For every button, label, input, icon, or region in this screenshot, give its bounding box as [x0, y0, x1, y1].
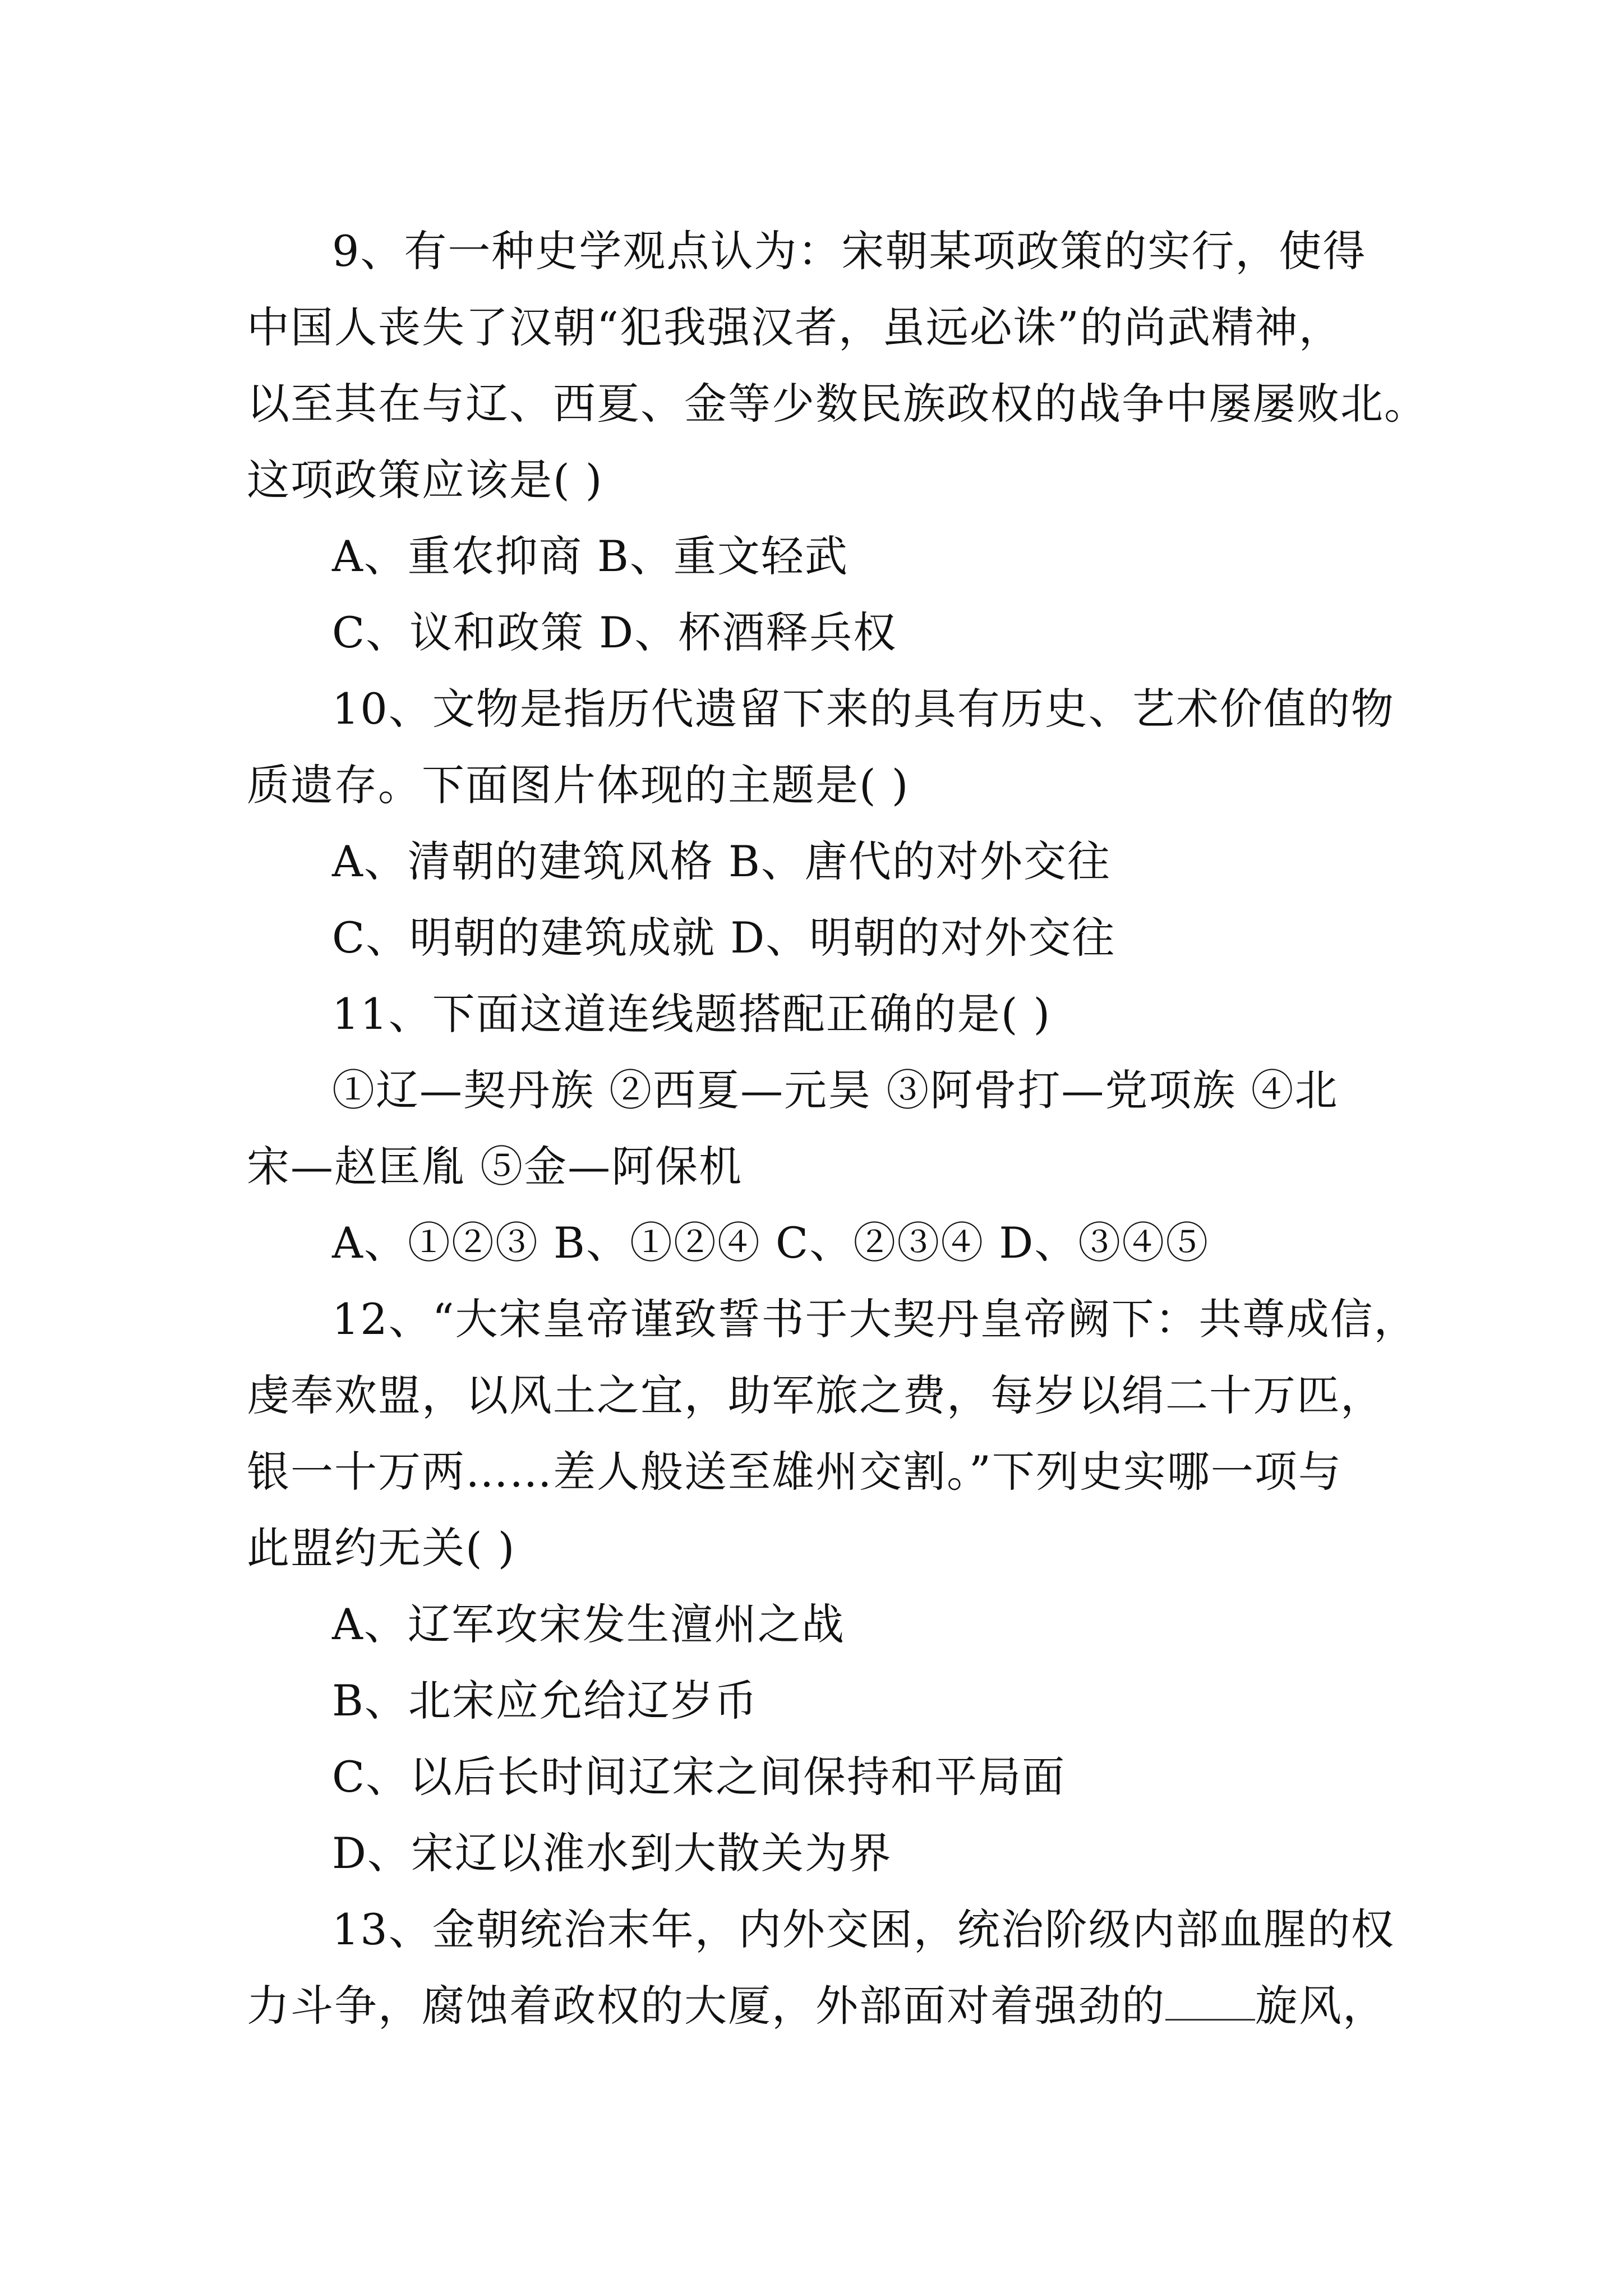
question-9-options-cd: C、议和政策 D、杯酒释兵权 — [332, 608, 897, 657]
question-10-line-1: 10、文物是指历代遗留下来的具有历史、艺术价值的物 — [332, 684, 1395, 734]
question-10-line-2: 质遗存。下面图片体现的主题是( ) — [247, 760, 910, 810]
question-13-line-2-tail: 旋风， — [1255, 1981, 1386, 2031]
fill-in-blank — [1165, 1984, 1255, 2021]
question-9-line-2: 中国人丧失了汉朝“犯我强汉者，虽远必诛”的尚武精神， — [247, 302, 1343, 352]
question-11-options: A、①②③ B、①②④ C、②③④ D、③④⑤ — [332, 1218, 1210, 1268]
question-12-option-c: C、以后长时间辽宋之间保持和平局面 — [332, 1752, 1066, 1802]
question-10-options-cd: C、明朝的建筑成就 D、明朝的对外交往 — [332, 913, 1116, 963]
question-11-items-line-2: 宋—赵匡胤 ⑤金—阿保机 — [247, 1142, 743, 1191]
question-13-line-2-text: 力斗争，腐蚀着政权的大厦，外部面对着强劲的 — [247, 1981, 1165, 2031]
question-12-option-d: D、宋辽以淮水到大散关为界 — [332, 1828, 892, 1878]
question-9-line-1: 9、有一种史学观点认为：宋朝某项政策的实行，使得 — [332, 226, 1367, 276]
question-9-line-3: 以至其在与辽、西夏、金等少数民族政权的战争中屡屡败北。 — [247, 379, 1428, 429]
question-9-options-ab: A、重农抑商 B、重文轻武 — [332, 531, 849, 581]
question-12-line-1: 12、“大宋皇帝谨致誓书于大契丹皇帝阙下：共尊成信， — [332, 1294, 1418, 1344]
question-10-options-ab: A、清朝的建筑风格 B、唐代的对外交往 — [332, 836, 1111, 886]
question-11-line-1: 11、下面这道连线题搭配正确的是( ) — [332, 989, 1052, 1039]
question-text-block — [247, 213, 1428, 2044]
question-9-line-4: 这项政策应该是( ) — [247, 455, 603, 505]
question-12-line-2: 虔奉欢盟，以风土之宜，助军旅之费，每岁以绢二十万匹， — [247, 1370, 1384, 1420]
question-13-line-1: 13、金朝统治末年，内外交困，统治阶级内部血腥的权 — [332, 1904, 1395, 1954]
question-12-line-4: 此盟约无关( ) — [247, 1523, 516, 1573]
question-11-items-line-1: ①辽—契丹族 ②西夏—元昊 ③阿骨打—党项族 ④北 — [332, 1065, 1339, 1115]
question-12-line-3: 银一十万两……差人般送至雄州交割。”下列史实哪一项与 — [247, 1447, 1342, 1497]
question-12-option-a: A、辽军攻宋发生澶州之战 — [332, 1599, 845, 1649]
question-12-option-b: B、北宋应允给辽岁币 — [332, 1676, 758, 1726]
question-13-line-2 — [247, 1968, 1386, 2044]
